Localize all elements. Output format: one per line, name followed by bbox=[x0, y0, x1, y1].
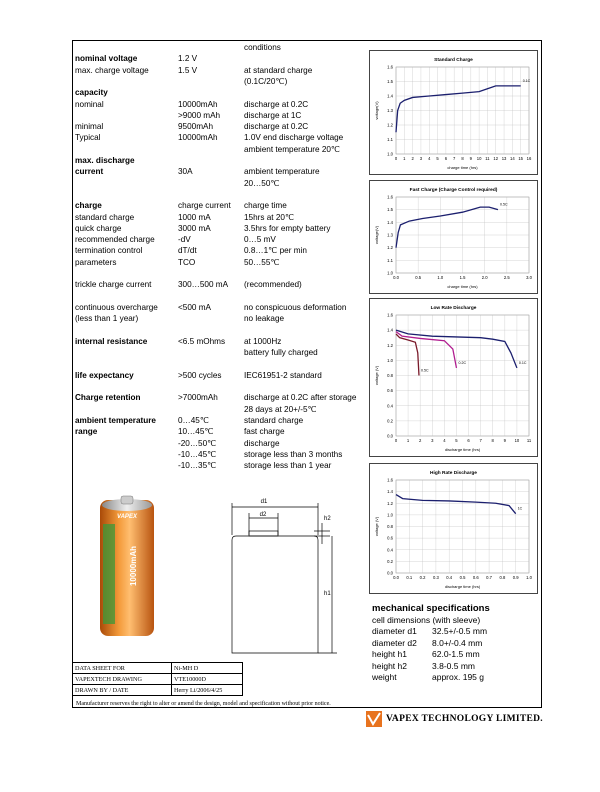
x-tick-label: 8 bbox=[461, 156, 464, 161]
x-tick-label: 0.4 bbox=[446, 575, 453, 580]
spec-label: trickle charge current bbox=[75, 280, 152, 290]
x-tick-label: 0.1 bbox=[406, 575, 413, 580]
x-tick-label: 1.0 bbox=[437, 275, 444, 280]
spec-condition: 20…50℃ bbox=[244, 178, 280, 188]
spec-value: 10000mAh bbox=[178, 99, 218, 109]
spec-label: standard charge bbox=[75, 212, 135, 222]
spec-value: 0…45℃ bbox=[178, 415, 210, 425]
y-tick-label: 1.6 bbox=[387, 312, 393, 318]
high-rate-discharge-chart bbox=[369, 463, 538, 594]
x-tick-label: 5 bbox=[455, 438, 458, 443]
mechanical-value: 8.0+/-0.4 mm bbox=[432, 637, 483, 648]
x-tick-label: 12 bbox=[493, 156, 499, 161]
mechanical-value: 32.5+/-0.5 mm bbox=[432, 626, 488, 636]
x-tick-label: 3 bbox=[431, 438, 434, 443]
x-tick-label: 16 bbox=[526, 156, 532, 161]
spec-value: >7000mAh bbox=[178, 393, 218, 403]
mechanical-title: mechanical specifications bbox=[372, 603, 490, 614]
x-tick-label: 0.5 bbox=[415, 275, 422, 280]
spec-value: -dV bbox=[178, 235, 191, 245]
dim-d1-label: d1 bbox=[260, 499, 268, 505]
x-tick-label: 4 bbox=[443, 438, 446, 443]
chart-title: Low Rate Discharge bbox=[430, 306, 477, 311]
x-tick-label: 0.3 bbox=[432, 575, 439, 580]
y-tick-label: 0.2 bbox=[387, 558, 393, 564]
spec-condition: IEC61951-2 standard bbox=[244, 370, 322, 380]
spec-value: 1000 mA bbox=[178, 212, 211, 222]
battery-photo bbox=[84, 494, 169, 644]
spec-label: continuous overcharge bbox=[75, 302, 158, 312]
x-tick-label: 9 bbox=[503, 438, 506, 443]
x-tick-label: 2 bbox=[419, 438, 422, 443]
x-tick-label: 0.9 bbox=[512, 575, 519, 580]
y-axis-label: voltage (V) bbox=[374, 516, 379, 537]
spec-condition: storage less than 3 months bbox=[244, 449, 343, 459]
spec-value: -10…35℃ bbox=[178, 461, 217, 471]
spec-label: minimal bbox=[75, 122, 104, 132]
spec-value: 10…45℃ bbox=[178, 427, 214, 437]
x-tick-label: 11 bbox=[485, 156, 490, 161]
mechanical-value: 62.0-1.5 mm bbox=[432, 649, 480, 659]
y-tick-label: 0.0 bbox=[387, 433, 393, 439]
x-tick-label: 2.5 bbox=[503, 275, 510, 280]
x-tick-label: 10 bbox=[476, 156, 482, 161]
mechanical-row bbox=[372, 672, 490, 684]
spec-label: ambient temperature bbox=[75, 415, 156, 425]
battery-brand-label: VAPEX bbox=[117, 514, 137, 520]
spec-label: life expectancy bbox=[75, 370, 134, 380]
low-rate-discharge-chart bbox=[369, 298, 538, 457]
x-tick-label: 3.0 bbox=[526, 275, 532, 280]
x-tick-label: 6 bbox=[444, 156, 448, 161]
x-tick-label: 6 bbox=[467, 438, 470, 443]
spec-condition: at standard charge bbox=[244, 65, 313, 75]
series-label: 0.1C bbox=[522, 78, 531, 83]
x-tick-label: 0.7 bbox=[486, 575, 493, 580]
y-tick-label: 1.2 bbox=[387, 342, 393, 348]
spec-condition: ambient temperature 20℃ bbox=[244, 144, 341, 154]
y-tick-label: 0.4 bbox=[387, 403, 393, 409]
spec-value: -10…45℃ bbox=[178, 449, 217, 459]
y-tick-label: 0.6 bbox=[387, 388, 393, 394]
x-tick-label: 1.0 bbox=[526, 575, 532, 580]
x-axis-label: discharge time (hrs) bbox=[444, 447, 481, 452]
dim-h1-label: h1 bbox=[324, 591, 331, 597]
chart-title: Standard Charge bbox=[434, 58, 473, 63]
fast-charge-chart bbox=[369, 180, 538, 294]
x-tick-label: 7 bbox=[479, 438, 482, 443]
spec-value: <500 mA bbox=[178, 302, 211, 312]
mechanical-key: height h1 bbox=[372, 649, 407, 659]
y-tick-label: 1.5 bbox=[387, 207, 393, 213]
spec-condition: charge time bbox=[244, 201, 287, 211]
y-tick-label: 1.0 bbox=[387, 151, 393, 157]
y-tick-label: 1.6 bbox=[387, 477, 393, 483]
spec-condition: discharge at 1C bbox=[244, 110, 302, 120]
y-tick-label: 1.2 bbox=[387, 500, 393, 506]
spec-value: <6.5 mOhms bbox=[178, 336, 226, 346]
x-tick-label: 0.2 bbox=[419, 575, 426, 580]
spec-condition: (0.1C/20℃) bbox=[244, 76, 288, 86]
spec-label: nominal voltage bbox=[75, 54, 138, 64]
spec-condition: 3.5hrs for empty battery bbox=[244, 223, 331, 233]
mechanical-value: approx. 195 g bbox=[432, 672, 484, 682]
x-tick-label: 1 bbox=[403, 156, 406, 161]
spec-condition: (recommended) bbox=[244, 280, 302, 290]
mechanical-value: 3.8-0.5 mm bbox=[432, 660, 475, 671]
spec-value: 9500mAh bbox=[178, 122, 214, 132]
spec-value: >500 cycles bbox=[178, 370, 222, 380]
x-axis-label: discharge time (hrs) bbox=[444, 584, 481, 589]
x-tick-label: 0.6 bbox=[472, 575, 479, 580]
info-label: VAPEXTECH DRAWING bbox=[73, 674, 172, 685]
x-tick-label: 0.8 bbox=[499, 575, 506, 580]
x-tick-label: 0.0 bbox=[393, 275, 399, 280]
spec-condition: 15hrs at 20℃ bbox=[244, 212, 295, 222]
info-value: Herry Li/2006/4/25 bbox=[172, 685, 243, 696]
y-tick-label: 1.3 bbox=[387, 108, 393, 113]
y-axis-label: voltage (V) bbox=[374, 365, 379, 386]
x-tick-label: 2.0 bbox=[481, 275, 488, 280]
spec-label: internal resistance bbox=[75, 336, 148, 346]
spec-condition: 50…55℃ bbox=[244, 257, 280, 267]
y-tick-label: 1.2 bbox=[387, 245, 393, 251]
spec-value: 1.5 V bbox=[178, 65, 198, 75]
chart-title: High Rate Discharge bbox=[430, 471, 477, 476]
x-tick-label: 8 bbox=[491, 438, 494, 443]
mechanical-subtitle: cell dimensions (with sleeve) bbox=[372, 614, 481, 625]
y-tick-label: 1.0 bbox=[387, 357, 393, 363]
spec-value: 300…500 mA bbox=[178, 280, 229, 290]
spec-label: charge bbox=[75, 201, 102, 211]
x-tick-label: 10 bbox=[514, 438, 520, 443]
y-axis-label: voltage(V) bbox=[374, 225, 379, 245]
x-tick-label: 13 bbox=[501, 156, 507, 161]
x-tick-label: 2 bbox=[411, 156, 414, 161]
x-tick-label: 0 bbox=[394, 438, 398, 443]
x-tick-label: 4 bbox=[428, 156, 431, 161]
mechanical-row bbox=[372, 626, 490, 638]
spec-condition: 1.0V end discharge voltage bbox=[244, 133, 344, 143]
spec-condition: ambient temperature bbox=[244, 167, 320, 177]
spec-label: current bbox=[75, 167, 104, 177]
y-tick-label: 1.1 bbox=[387, 257, 393, 263]
y-tick-label: 1.6 bbox=[387, 64, 393, 70]
info-label: DATA SHEET FOR bbox=[73, 663, 172, 674]
company-name: VAPEX TECHNOLOGY LIMITED. bbox=[386, 714, 543, 724]
y-tick-label: 0.4 bbox=[387, 547, 393, 553]
spec-condition: at 1000Hz bbox=[244, 336, 282, 346]
spec-value: dT/dt bbox=[178, 246, 197, 256]
spec-condition: 0…5 mV bbox=[244, 235, 276, 245]
drawing-info-table bbox=[72, 662, 243, 696]
mechanical-specifications bbox=[372, 603, 490, 684]
spec-label: recommended charge bbox=[75, 235, 155, 245]
mechanical-key: diameter d2 bbox=[372, 637, 417, 648]
spec-label: max. discharge bbox=[75, 156, 135, 165]
disclaimer: Manufacturer reserves the right to alter or amend the design, model and specification without prior notice. bbox=[76, 701, 331, 707]
spec-value: charge current bbox=[178, 201, 231, 211]
x-tick-label: 0.5 bbox=[459, 575, 466, 580]
spec-label: parameters bbox=[75, 257, 117, 267]
y-tick-label: 0.6 bbox=[387, 535, 393, 541]
y-tick-label: 1.1 bbox=[387, 137, 393, 142]
info-row bbox=[73, 663, 243, 674]
spec-condition: storage less than 1 year bbox=[244, 461, 332, 471]
x-tick-label: 3 bbox=[419, 156, 423, 161]
mechanical-row bbox=[372, 649, 490, 661]
spec-value: 30A bbox=[178, 167, 193, 177]
y-tick-label: 0.2 bbox=[387, 418, 393, 424]
mechanical-key: diameter d1 bbox=[372, 626, 417, 636]
spec-value: 10000mAh bbox=[178, 133, 218, 143]
info-value: VTE10000D bbox=[172, 674, 243, 685]
spec-condition: 28 days at 20+/-5℃ bbox=[244, 404, 317, 414]
spec-value: -20…50℃ bbox=[178, 438, 217, 448]
spec-label: range bbox=[75, 427, 98, 437]
spec-condition: discharge at 0.2C bbox=[244, 99, 309, 109]
spec-condition: discharge at 0.2C bbox=[244, 122, 309, 132]
y-tick-label: 1.4 bbox=[387, 219, 393, 225]
x-axis-label: charge time (hrs) bbox=[447, 284, 478, 289]
cell-dimension-drawing bbox=[212, 495, 342, 660]
y-axis-label: voltage(V) bbox=[374, 101, 379, 120]
y-tick-label: 1.3 bbox=[387, 232, 393, 238]
spec-value: 3000 mA bbox=[178, 223, 211, 233]
spec-label: capacity bbox=[75, 88, 108, 98]
y-tick-label: 1.2 bbox=[387, 122, 393, 128]
y-tick-label: 1.4 bbox=[387, 489, 393, 495]
info-row bbox=[73, 674, 243, 685]
x-tick-label: 0 bbox=[394, 156, 398, 161]
y-tick-label: 1.4 bbox=[387, 93, 393, 99]
spec-condition: discharge at 0.2C after storage bbox=[244, 393, 357, 403]
x-tick-label: 1.5 bbox=[459, 275, 466, 280]
series-label: 0.1C bbox=[518, 360, 527, 365]
standard-charge-chart bbox=[369, 50, 538, 175]
x-tick-label: 0.0 bbox=[393, 575, 399, 580]
series-label: 0.5C bbox=[420, 368, 429, 373]
spec-condition: conditions bbox=[244, 43, 281, 52]
spec-condition: fast charge bbox=[244, 427, 285, 437]
info-row bbox=[73, 685, 243, 696]
series-label: 0.5C bbox=[499, 202, 508, 207]
spec-condition: discharge bbox=[244, 438, 280, 448]
info-value: Ni-MH D bbox=[172, 663, 243, 674]
x-tick-label: 11 bbox=[526, 438, 532, 443]
mechanical-key: weight bbox=[372, 672, 397, 682]
x-tick-label: 9 bbox=[469, 156, 472, 161]
y-tick-label: 1.0 bbox=[387, 512, 393, 518]
series-label: 0.2C bbox=[458, 360, 467, 365]
spec-label: (less than 1 year) bbox=[75, 314, 139, 324]
x-tick-label: 1 bbox=[406, 438, 410, 443]
y-tick-label: 1.5 bbox=[387, 79, 393, 84]
spec-condition: standard charge bbox=[244, 415, 304, 425]
mechanical-row bbox=[372, 661, 490, 673]
x-axis-label: charge time (hrs) bbox=[447, 165, 478, 170]
spec-label: Charge retention bbox=[75, 393, 141, 403]
y-tick-label: 0.8 bbox=[387, 373, 393, 378]
spec-label: Typical bbox=[75, 133, 101, 143]
spec-condition: no conspicuous deformation bbox=[244, 302, 347, 312]
spec-condition: battery fully charged bbox=[244, 348, 318, 358]
spec-label: nominal bbox=[75, 99, 104, 109]
spec-value: >9000 mAh bbox=[178, 110, 221, 120]
mechanical-key: height h2 bbox=[372, 660, 407, 671]
y-tick-label: 1.0 bbox=[387, 270, 393, 276]
y-tick-label: 0.8 bbox=[387, 524, 393, 529]
x-tick-label: 15 bbox=[518, 156, 524, 161]
chart-title: Fast Charge (Charge Control required) bbox=[409, 188, 498, 193]
x-tick-label: 7 bbox=[453, 156, 456, 161]
y-tick-label: 0.0 bbox=[387, 570, 393, 576]
series-label: 1C bbox=[517, 506, 523, 511]
spec-label: quick charge bbox=[75, 223, 122, 233]
spec-value: TCO bbox=[178, 257, 196, 267]
x-tick-label: 5 bbox=[436, 156, 439, 161]
battery-capacity-label: 10000mAh bbox=[129, 545, 138, 587]
mechanical-row bbox=[372, 638, 490, 650]
vapex-logo-icon bbox=[366, 711, 382, 727]
y-tick-label: 1.6 bbox=[387, 194, 393, 200]
info-label: DRAWN BY / DATE bbox=[73, 685, 172, 696]
spec-label: max. charge voltage bbox=[75, 65, 149, 75]
spec-condition: no leakage bbox=[244, 314, 285, 324]
spec-value: 1.2 V bbox=[178, 54, 198, 64]
x-tick-label: 14 bbox=[510, 156, 515, 161]
spec-condition: 0.8…1℃ per min bbox=[244, 246, 307, 256]
y-tick-label: 1.4 bbox=[387, 327, 393, 333]
dim-d2-label: d2 bbox=[259, 512, 267, 518]
spec-label: termination control bbox=[75, 246, 143, 256]
dim-h2-label: h2 bbox=[324, 516, 331, 522]
